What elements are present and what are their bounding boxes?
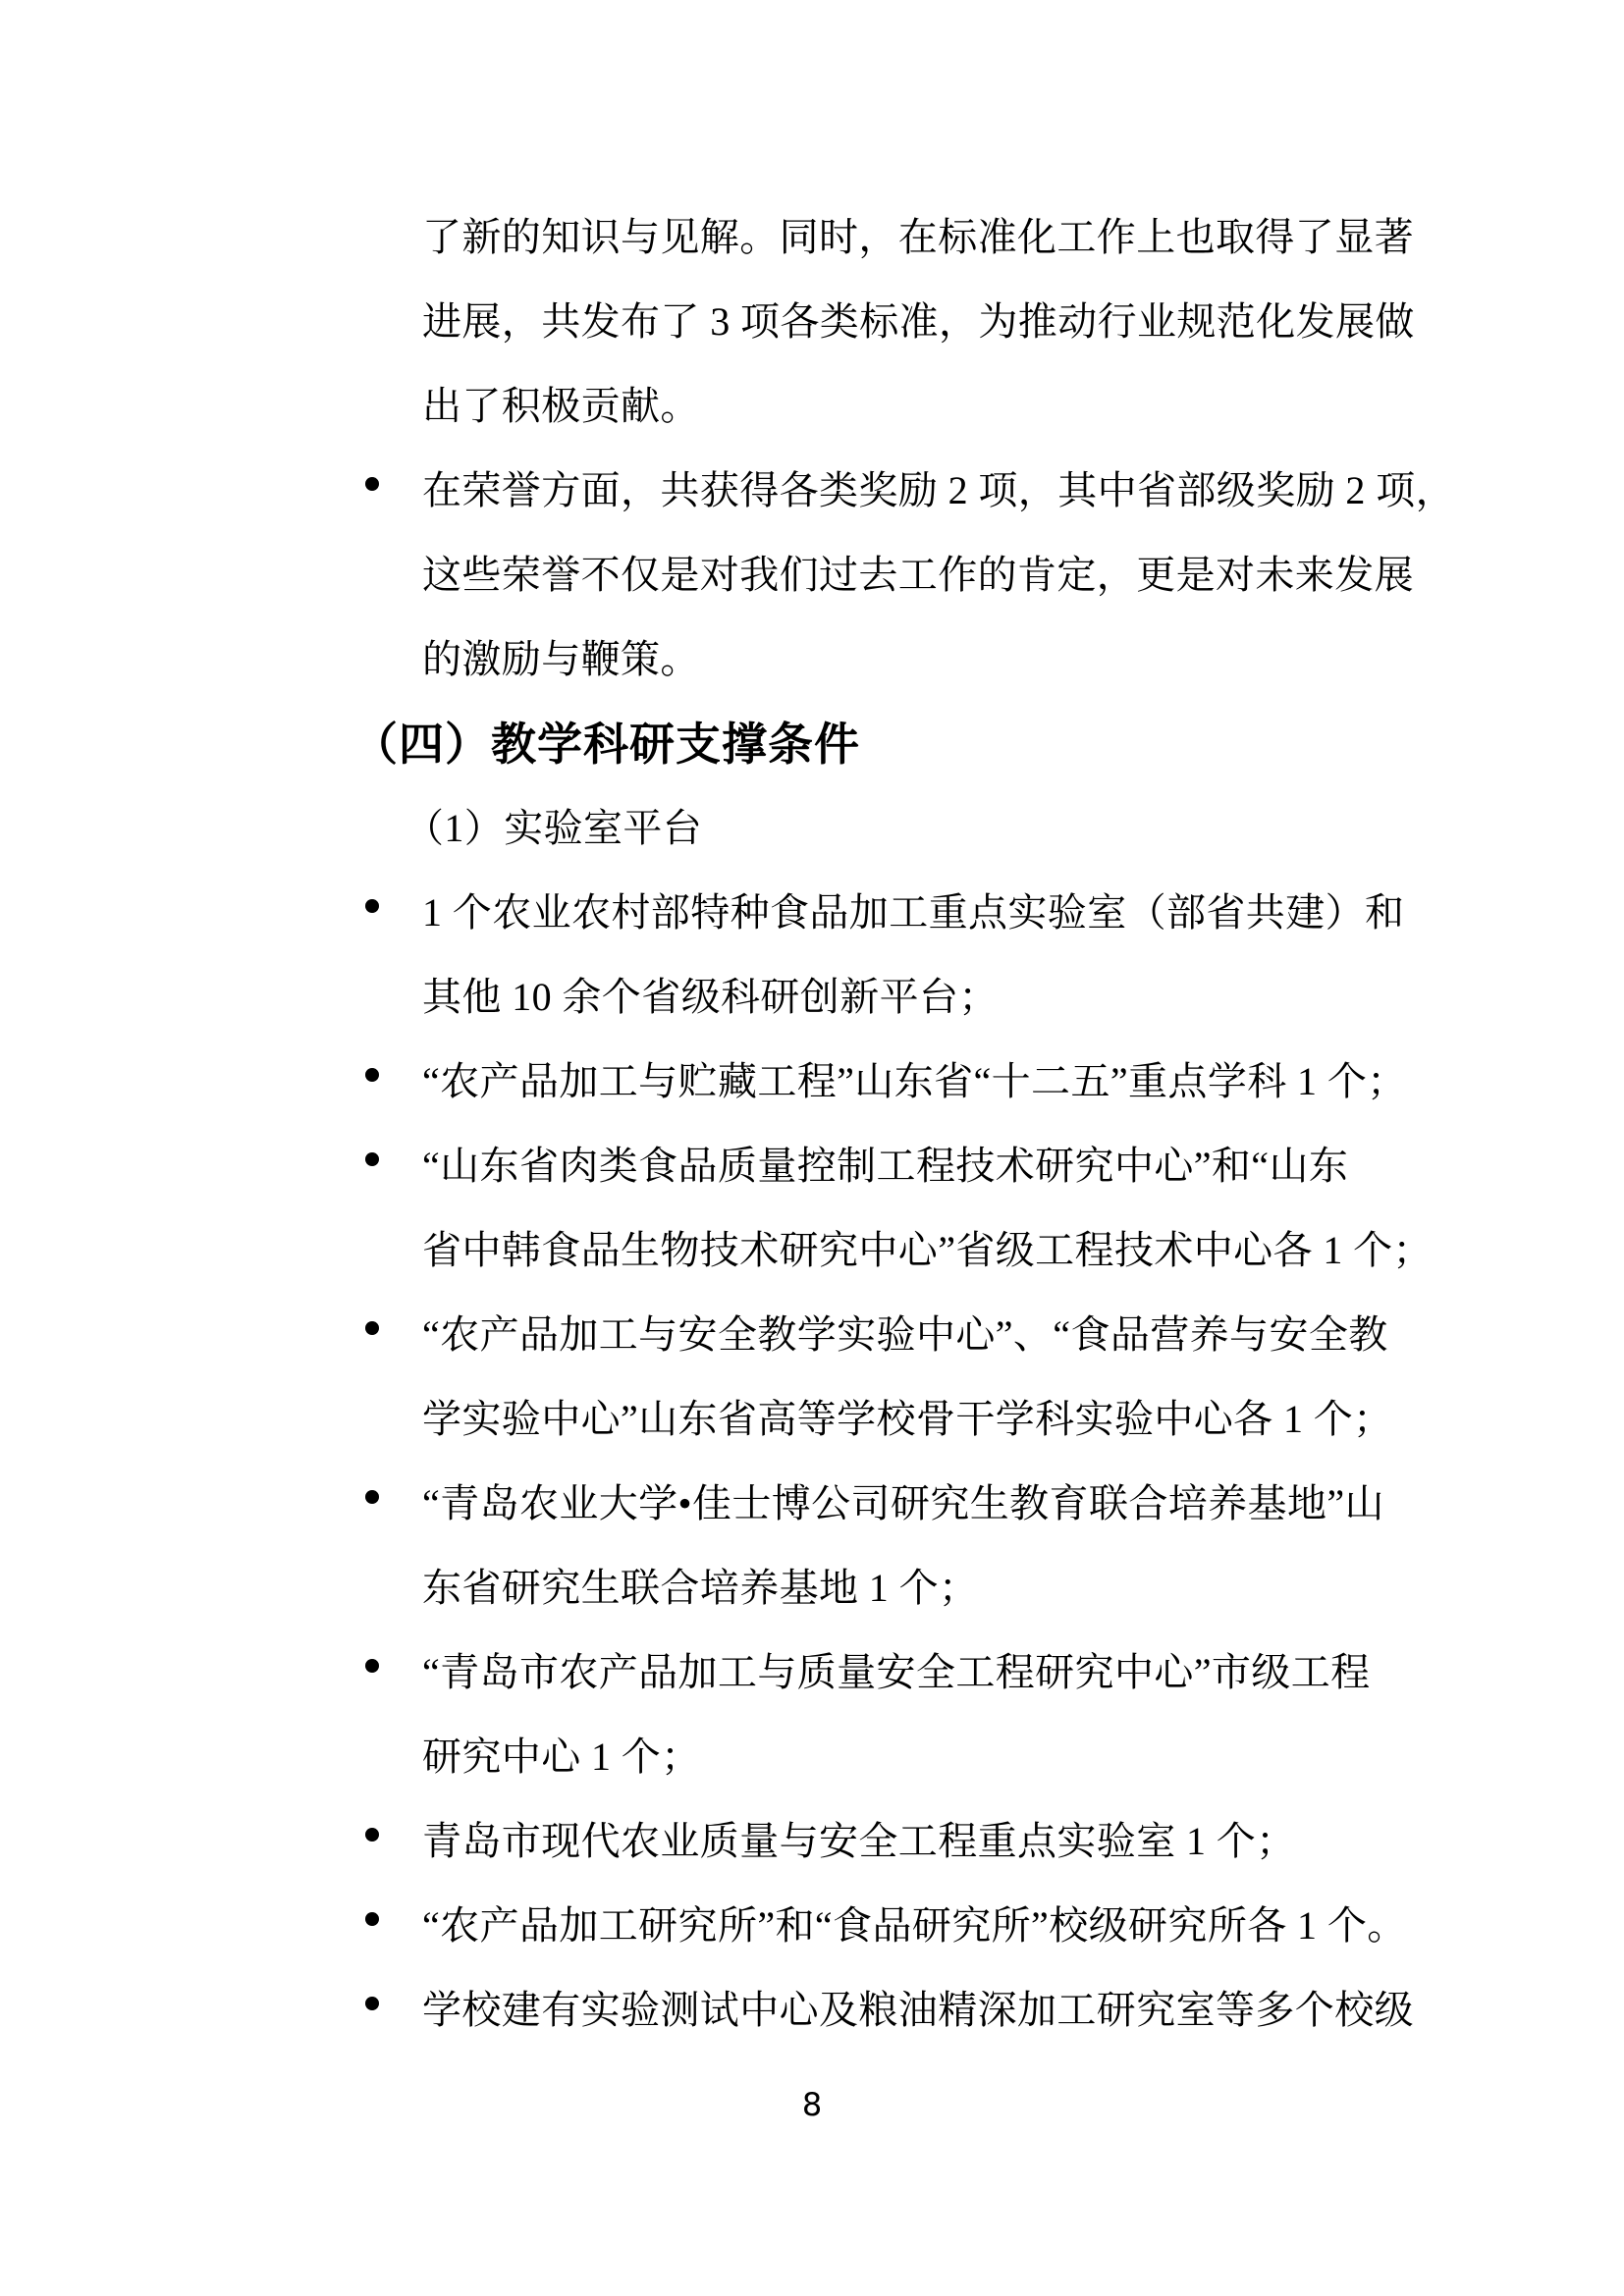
bullet-icon — [365, 899, 379, 913]
bullet-icon — [365, 1659, 379, 1673]
bullet-icon — [365, 1997, 379, 2010]
list-item — [422, 1455, 1414, 1539]
body-text — [352, 188, 1455, 2046]
list-item-wrap — [422, 1370, 1414, 1455]
subsection-heading — [405, 779, 1414, 864]
list-item-wrap — [422, 1539, 1414, 1624]
list-item-text: “青岛农业大学•佳士博公司研究生教育联合培养基地”山 — [422, 1481, 1384, 1526]
list-item-text: 学实验中心”山东省高等学校骨干学科实验中心各 1 个； — [422, 1397, 1393, 1442]
list-item-wrap — [422, 526, 1414, 611]
list-item — [422, 864, 1414, 948]
section-heading-text: （四）教学科研支撑条件 — [352, 720, 860, 771]
list-item-text: 青岛市现代农业质量与安全工程重点实验室 1 个； — [422, 1819, 1296, 1864]
paragraph-line — [422, 273, 1414, 357]
list-item-text: 东省研究生联合培养基地 1 个； — [422, 1566, 979, 1611]
page-number: 8 — [801, 2086, 823, 2123]
list-item-wrap — [422, 1201, 1433, 1286]
bullet-icon — [365, 477, 379, 491]
list-item-text: 1 个农业农村部特种食品加工重点实验室（部省共建）和 — [422, 890, 1405, 935]
list-item-wrap — [422, 948, 1414, 1033]
bullet-icon — [365, 1321, 379, 1335]
paragraph-text: 出了积极贡献。 — [422, 384, 700, 429]
list-item-text: “山东省肉类食品质量控制工程技术研究中心”和“山东 — [422, 1144, 1349, 1189]
list-item-wrap — [422, 1708, 1414, 1792]
bullet-icon — [365, 1828, 379, 1842]
list-item-text: 在荣誉方面，共获得各类奖励 2 项，其中省部级奖励 2 项， — [422, 468, 1455, 513]
paragraph-line — [422, 357, 1414, 442]
list-item-text: 其他 10 余个省级科研创新平台； — [422, 975, 999, 1020]
list-item — [422, 1033, 1414, 1117]
list-item-text: “农产品加工与贮藏工程”山东省“十二五”重点学科 1 个； — [422, 1059, 1407, 1104]
list-item-text: “青岛市农产品加工与质量安全工程研究中心”市级工程 — [422, 1650, 1371, 1695]
list-item-text: 省中韩食品生物技术研究中心”省级工程技术中心各 1 个； — [422, 1228, 1433, 1273]
bullet-icon — [365, 1068, 379, 1082]
list-item — [422, 1286, 1414, 1370]
list-item-wrap — [422, 611, 1414, 695]
list-item-text: 这些荣誉不仅是对我们过去工作的肯定，更是对未来发展 — [422, 553, 1414, 598]
list-item-text: 的激励与鞭策。 — [422, 637, 700, 682]
bullet-icon — [365, 1152, 379, 1166]
paragraph-text: 进展，共发布了 3 项各类标准，为推动行业规范化发展做 — [422, 299, 1415, 345]
paragraph-text: 了新的知识与见解。同时，在标准化工作上也取得了显著 — [422, 215, 1414, 260]
section-heading — [352, 695, 1414, 779]
paragraph-line — [422, 188, 1414, 273]
list-item-text: “农产品加工与安全教学实验中心”、“食品营养与安全教 — [422, 1312, 1388, 1358]
list-item-text: “农产品加工研究所”和“食品研究所”校级研究所各 1 个。 — [422, 1903, 1407, 1949]
list-item-text: 研究中心 1 个； — [422, 1735, 701, 1780]
list-item — [422, 1117, 1414, 1201]
list-item — [422, 1624, 1414, 1708]
list-item-text: 学校建有实验测试中心及粮油精深加工研究室等多个校级 — [422, 1988, 1414, 2033]
bullet-icon — [365, 1912, 379, 1926]
bullet-icon — [365, 1490, 379, 1504]
subsection-heading-text: （1）实验室平台 — [405, 806, 703, 851]
list-item — [422, 1792, 1414, 1877]
list-item — [422, 442, 1455, 526]
list-item — [422, 1961, 1414, 2046]
list-item — [422, 1877, 1414, 1961]
